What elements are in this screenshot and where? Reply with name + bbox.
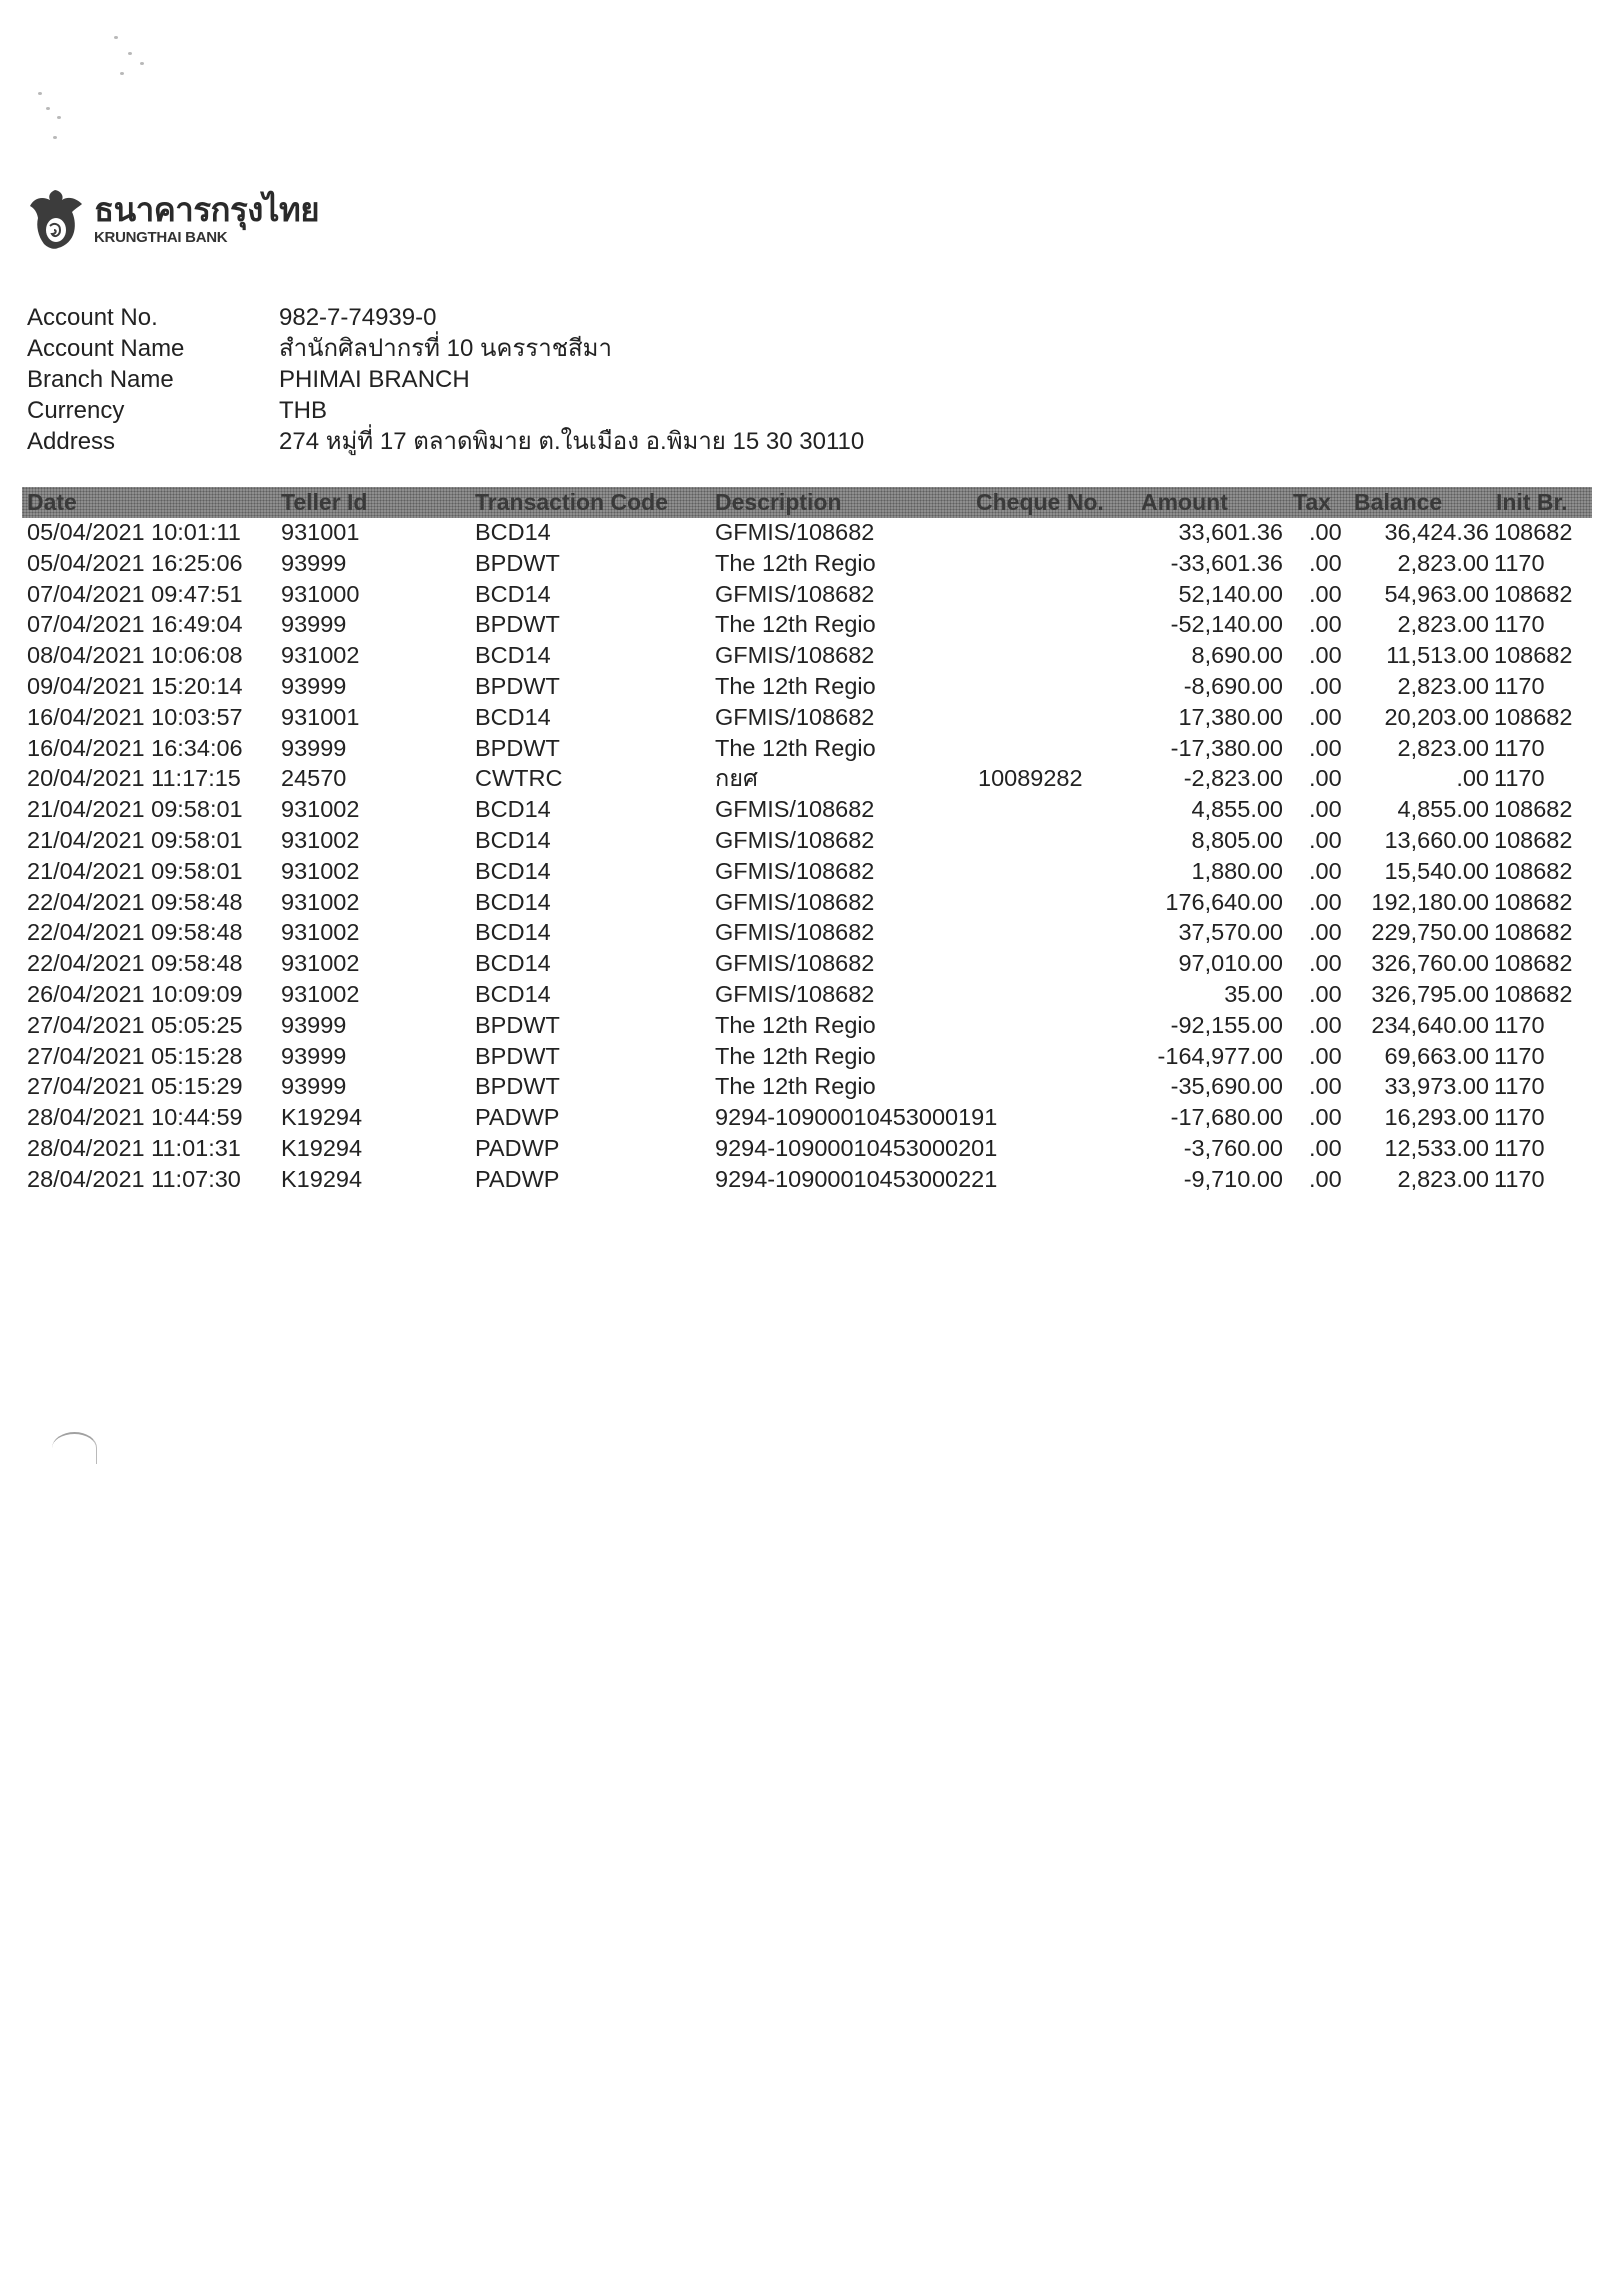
cell-transaction-code: PADWP: [475, 1134, 560, 1161]
cell-date: 16/04/2021 16:34:06: [27, 734, 243, 761]
cell-amount: -92,155.00: [1170, 1011, 1283, 1038]
cell-date: 05/04/2021 10:01:11: [27, 519, 241, 545]
currency-row: [27, 395, 864, 426]
cell-transaction-code: BCD14: [475, 796, 551, 823]
cell-tax: .00: [1309, 519, 1342, 545]
cell-teller-id: 931000: [281, 580, 360, 607]
cell-description: กยศ: [715, 765, 758, 792]
cell-date: 21/04/2021 09:58:01: [27, 857, 243, 884]
cell-date: 22/04/2021 09:58:48: [27, 950, 243, 977]
cell-teller-id: 931002: [281, 857, 360, 884]
cell-date: 16/04/2021 10:03:57: [27, 703, 243, 730]
cell-tax: .00: [1309, 980, 1342, 1007]
cell-date: 28/04/2021 10:44:59: [27, 1104, 243, 1131]
cell-tax: .00: [1309, 826, 1342, 853]
scan-speck: [46, 107, 50, 110]
cell-init-branch: 1170: [1494, 734, 1545, 761]
cell-amount: -33,601.36: [1170, 549, 1283, 576]
field-label: Currency: [27, 397, 125, 424]
cell-transaction-code: BCD14: [475, 888, 551, 915]
cell-tax: .00: [1309, 703, 1342, 730]
cell-amount: 97,010.00: [1178, 950, 1283, 977]
currency-value: THB: [279, 397, 327, 424]
cell-amount: -3,760.00: [1183, 1134, 1283, 1161]
cell-date: 26/04/2021 10:09:09: [27, 980, 243, 1007]
cell-tax: .00: [1309, 857, 1342, 884]
cell-date: 05/04/2021 16:25:06: [27, 549, 243, 576]
cell-teller-id: K19294: [281, 1104, 363, 1131]
cell-init-branch: 1170: [1494, 1011, 1545, 1038]
cell-tax: .00: [1309, 1042, 1342, 1069]
cell-amount: 33,601.36: [1178, 519, 1283, 545]
table-row: [0, 671, 1606, 702]
cell-tax: .00: [1309, 672, 1342, 699]
cell-transaction-code: BPDWT: [475, 611, 560, 638]
cell-description: GFMIS/108682: [715, 519, 875, 545]
cell-transaction-code: BPDWT: [475, 672, 560, 699]
cell-description: GFMIS/108682: [715, 642, 875, 669]
cell-balance: 20,203.00: [1384, 703, 1489, 730]
cell-description: GFMIS/108682: [715, 980, 875, 1007]
field-label: Account Name: [27, 335, 185, 362]
cell-date: 22/04/2021 09:58:48: [27, 919, 243, 946]
cell-date: 28/04/2021 11:07:30: [27, 1165, 241, 1192]
cell-tax: .00: [1309, 888, 1342, 915]
cell-teller-id: 24570: [281, 765, 347, 792]
cell-date: 07/04/2021 16:49:04: [27, 611, 243, 638]
cell-description: 9294-10900010453000221: [715, 1165, 998, 1192]
cell-tax: .00: [1309, 1165, 1342, 1192]
cell-transaction-code: BCD14: [475, 580, 551, 607]
cell-description: The 12th Regio: [715, 1011, 876, 1038]
cell-init-branch: 1170: [1494, 1165, 1545, 1192]
cell-init-branch: 1170: [1494, 1104, 1545, 1131]
account-number-row: [27, 302, 864, 333]
cell-tax: .00: [1309, 734, 1342, 761]
cell-teller-id: 93999: [281, 672, 347, 699]
cell-date: 28/04/2021 11:01:31: [27, 1134, 241, 1161]
cell-balance: 13,660.00: [1384, 826, 1489, 853]
field-label: Branch Name: [27, 366, 174, 393]
cell-tax: .00: [1309, 549, 1342, 576]
cell-transaction-code: BPDWT: [475, 734, 560, 761]
cell-date: 27/04/2021 05:15:28: [27, 1042, 243, 1069]
cell-date: 27/04/2021 05:05:25: [27, 1011, 243, 1038]
table-row: [0, 702, 1606, 733]
column-header-cheque-no: Cheque No.: [976, 489, 1104, 515]
cell-transaction-code: BCD14: [475, 519, 551, 545]
column-header-transaction-code: Transaction Code: [475, 489, 668, 515]
address-row: [27, 426, 864, 457]
cell-tax: .00: [1309, 1104, 1342, 1131]
table-row: [0, 979, 1606, 1010]
cell-description: The 12th Regio: [715, 611, 876, 638]
cell-transaction-code: BPDWT: [475, 1042, 560, 1069]
cell-description: GFMIS/108682: [715, 826, 875, 853]
cell-description: The 12th Regio: [715, 734, 876, 761]
cell-transaction-code: PADWP: [475, 1104, 560, 1131]
cell-init-branch: 1170: [1494, 765, 1545, 792]
column-header-date: Date: [27, 489, 77, 515]
cell-teller-id: 931001: [281, 519, 360, 545]
cell-date: 09/04/2021 15:20:14: [27, 672, 243, 699]
table-row: [0, 548, 1606, 579]
cell-transaction-code: BCD14: [475, 642, 551, 669]
cell-teller-id: 93999: [281, 1042, 347, 1069]
cell-date: 07/04/2021 09:47:51: [27, 580, 243, 607]
field-label: Address: [27, 428, 116, 455]
table-row: [0, 948, 1606, 979]
cell-init-branch: 108682: [1494, 888, 1573, 915]
cell-teller-id: K19294: [281, 1134, 363, 1161]
branch-name-value: PHIMAI BRANCH: [279, 366, 470, 393]
table-row: [0, 887, 1606, 918]
table-row: [0, 1164, 1606, 1195]
scan-speck: [57, 116, 61, 119]
cell-teller-id: K19294: [281, 1165, 363, 1192]
cell-init-branch: 1170: [1494, 1134, 1545, 1161]
scan-speck: [120, 72, 124, 75]
cell-init-branch: 108682: [1494, 519, 1573, 545]
cell-balance: 11,513.00: [1386, 642, 1489, 669]
column-header-balance: Balance: [1354, 489, 1443, 515]
table-row: [0, 579, 1606, 610]
cell-tax: .00: [1309, 1073, 1342, 1100]
cell-amount: -35,690.00: [1170, 1073, 1283, 1100]
field-label: Account No.: [27, 304, 158, 331]
table-row: [0, 1010, 1606, 1041]
cell-transaction-code: CWTRC: [475, 765, 563, 792]
cell-init-branch: 1170: [1494, 1042, 1545, 1069]
table-row: [0, 609, 1606, 640]
cell-balance: 234,640.00: [1371, 1011, 1489, 1038]
cell-balance: 2,823.00: [1397, 672, 1489, 699]
cell-description: GFMIS/108682: [715, 580, 875, 607]
cell-amount: 8,690.00: [1191, 642, 1283, 669]
cell-teller-id: 93999: [281, 611, 347, 638]
cell-amount: -52,140.00: [1170, 611, 1283, 638]
cell-amount: 176,640.00: [1165, 888, 1283, 915]
account-info: [27, 302, 864, 457]
cell-tax: .00: [1309, 611, 1342, 638]
cell-description: 9294-10900010453000201: [715, 1134, 998, 1161]
cell-teller-id: 931001: [281, 703, 360, 730]
cell-date: 21/04/2021 09:58:01: [27, 796, 243, 823]
table-row: [0, 917, 1606, 948]
cell-init-branch: 1170: [1494, 672, 1545, 699]
cell-teller-id: 931002: [281, 888, 360, 915]
cell-tax: .00: [1309, 642, 1342, 669]
cell-description: GFMIS/108682: [715, 919, 875, 946]
transactions-table-body: [0, 517, 1606, 1195]
cell-amount: -2,823.00: [1183, 765, 1283, 792]
cell-amount: 17,380.00: [1178, 703, 1283, 730]
cell-init-branch: 108682: [1494, 980, 1573, 1007]
table-row: [0, 1133, 1606, 1164]
cell-init-branch: 1170: [1494, 611, 1545, 638]
cell-balance: 2,823.00: [1397, 611, 1489, 638]
cell-transaction-code: BPDWT: [475, 1073, 560, 1100]
cell-transaction-code: BCD14: [475, 919, 551, 946]
cell-tax: .00: [1309, 580, 1342, 607]
cell-tax: .00: [1309, 919, 1342, 946]
cell-balance: 36,424.36: [1384, 519, 1489, 545]
cell-teller-id: 931002: [281, 919, 360, 946]
account-name-row: [27, 333, 864, 364]
cell-date: 20/04/2021 11:17:15: [27, 765, 241, 792]
cell-amount: 35.00: [1224, 980, 1283, 1007]
cell-amount: 1,880.00: [1191, 857, 1283, 884]
table-row: [0, 763, 1606, 794]
cell-amount: -17,380.00: [1170, 734, 1283, 761]
cell-teller-id: 931002: [281, 642, 360, 669]
cell-init-branch: 108682: [1494, 857, 1573, 884]
cell-balance: 2,823.00: [1397, 549, 1489, 576]
cell-transaction-code: PADWP: [475, 1165, 560, 1192]
cell-init-branch: 1170: [1494, 549, 1545, 576]
cell-balance: 69,663.00: [1384, 1042, 1489, 1069]
cell-description: 9294-10900010453000191: [715, 1104, 998, 1131]
bank-logo: [28, 186, 319, 252]
cell-init-branch: 108682: [1494, 919, 1573, 946]
column-header-teller-id: Teller Id: [281, 489, 368, 515]
column-header-tax: Tax: [1293, 489, 1331, 515]
cell-init-branch: 108682: [1494, 580, 1573, 607]
cell-transaction-code: BPDWT: [475, 549, 560, 576]
cell-transaction-code: BCD14: [475, 826, 551, 853]
scan-speck: [38, 92, 42, 95]
account-number-value: 982-7-74939-0: [279, 304, 437, 331]
cell-description: The 12th Regio: [715, 672, 876, 699]
account-name-value: สำนักศิลปากรที่ 10 นครราชสีมา: [279, 335, 612, 362]
cell-transaction-code: BCD14: [475, 950, 551, 977]
cell-amount: -8,690.00: [1183, 672, 1283, 699]
cell-teller-id: 931002: [281, 826, 360, 853]
cell-teller-id: 93999: [281, 1011, 347, 1038]
cell-balance: .00: [1456, 765, 1489, 792]
table-row: [0, 794, 1606, 825]
table-row: [0, 856, 1606, 887]
cell-balance: 16,293.00: [1384, 1104, 1489, 1131]
table-row: [0, 1041, 1606, 1072]
cell-description: GFMIS/108682: [715, 857, 875, 884]
scan-speck: [114, 36, 118, 39]
cell-teller-id: 931002: [281, 796, 360, 823]
cell-tax: .00: [1309, 950, 1342, 977]
cell-balance: 326,795.00: [1371, 980, 1489, 1007]
cell-description: The 12th Regio: [715, 1073, 876, 1100]
cell-description: The 12th Regio: [715, 549, 876, 576]
cell-amount: 37,570.00: [1178, 919, 1283, 946]
cell-description: The 12th Regio: [715, 1042, 876, 1069]
cell-init-branch: 108682: [1494, 796, 1573, 823]
cell-date: 22/04/2021 09:58:48: [27, 888, 243, 915]
cell-teller-id: 931002: [281, 950, 360, 977]
cell-amount: 8,805.00: [1191, 826, 1283, 853]
cell-date: 21/04/2021 09:58:01: [27, 826, 243, 853]
bank-name-thai: ธนาคารกรุงไทย: [94, 191, 320, 228]
cell-date: 08/04/2021 10:06:08: [27, 642, 243, 669]
cell-balance: 4,855.00: [1397, 796, 1489, 823]
cell-balance: 2,823.00: [1397, 1165, 1489, 1192]
cell-amount: -9,710.00: [1183, 1165, 1283, 1192]
cell-init-branch: 108682: [1494, 950, 1573, 977]
cell-init-branch: 108682: [1494, 642, 1573, 669]
cell-description: GFMIS/108682: [715, 950, 875, 977]
cell-balance: 229,750.00: [1371, 919, 1489, 946]
cell-balance: 12,533.00: [1384, 1134, 1489, 1161]
cell-teller-id: 93999: [281, 1073, 347, 1100]
cell-transaction-code: BCD14: [475, 703, 551, 730]
scan-speck: [128, 52, 132, 55]
branch-name-row: [27, 364, 864, 395]
address-value: 274 หมู่ที่ 17 ตลาดพิมาย ต.ในเมือง อ.พิมาย 15 30 30110: [279, 428, 865, 455]
transactions-table-header: [22, 487, 1592, 518]
column-header-init-branch: Init Br.: [1496, 489, 1568, 515]
column-header-description: Description: [715, 489, 842, 515]
cell-teller-id: 93999: [281, 549, 347, 576]
cell-init-branch: 108682: [1494, 703, 1573, 730]
cell-amount: -17,680.00: [1170, 1104, 1283, 1131]
cell-tax: .00: [1309, 1011, 1342, 1038]
table-row: [0, 517, 1606, 548]
table-row: [0, 640, 1606, 671]
cell-transaction-code: BCD14: [475, 980, 551, 1007]
table-row: [0, 733, 1606, 764]
cell-transaction-code: BCD14: [475, 857, 551, 884]
cell-teller-id: 93999: [281, 734, 347, 761]
scan-speck: [53, 136, 57, 139]
cell-balance: 192,180.00: [1371, 888, 1489, 915]
cell-description: GFMIS/108682: [715, 703, 875, 730]
garuda-icon: [28, 186, 82, 252]
cell-balance: 15,540.00: [1384, 857, 1489, 884]
cell-init-branch: 1170: [1494, 1073, 1545, 1100]
cell-cheque-no: 10089282: [978, 765, 1083, 792]
bank-name-english: KRUNGTHAI BANK: [94, 229, 228, 246]
cell-amount: 4,855.00: [1191, 796, 1283, 823]
cell-balance: 326,760.00: [1371, 950, 1489, 977]
cell-description: GFMIS/108682: [715, 888, 875, 915]
cell-tax: .00: [1309, 796, 1342, 823]
cell-amount: -164,977.00: [1157, 1042, 1283, 1069]
cell-date: 27/04/2021 05:15:29: [27, 1073, 243, 1100]
cell-tax: .00: [1309, 765, 1342, 792]
cell-tax: .00: [1309, 1134, 1342, 1161]
cell-balance: 2,823.00: [1397, 734, 1489, 761]
scan-speck: [140, 62, 144, 65]
table-row: [0, 825, 1606, 856]
cell-balance: 54,963.00: [1384, 580, 1489, 607]
column-header-amount: Amount: [1141, 489, 1228, 515]
cell-teller-id: 931002: [281, 980, 360, 1007]
cell-transaction-code: BPDWT: [475, 1011, 560, 1038]
cell-description: GFMIS/108682: [715, 796, 875, 823]
cell-init-branch: 108682: [1494, 826, 1573, 853]
cell-balance: 33,973.00: [1384, 1073, 1489, 1100]
table-row: [0, 1102, 1606, 1133]
table-row: [0, 1071, 1606, 1102]
cell-amount: 52,140.00: [1178, 580, 1283, 607]
scan-smudge: [52, 1432, 97, 1464]
